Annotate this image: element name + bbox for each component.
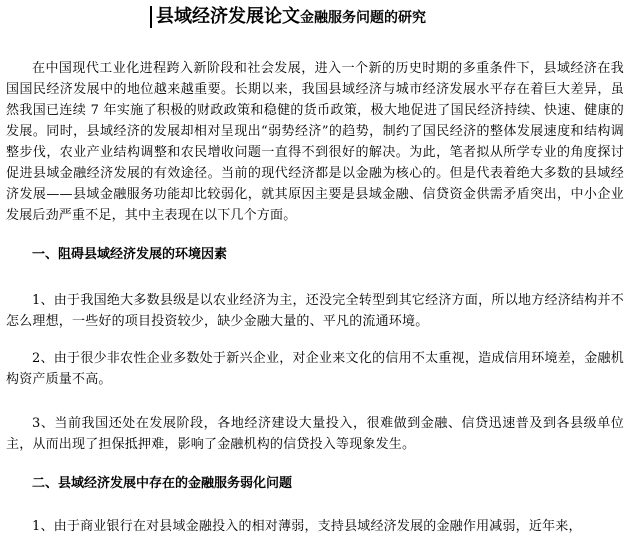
section1-heading: 一、阻碍县域经济发展的环境因素 <box>32 247 228 262</box>
text-cursor <box>150 6 152 28</box>
section2-heading: 二、县域经济发展中存在的金融服务弱化问题 <box>32 476 293 491</box>
section2-paragraph-1: 1、由于商业银行在对县域金融投入的相对薄弱，支持县域经济发展的金融作用减弱，近年来， <box>32 519 582 534</box>
section1-paragraph-3: 3、当前我国还处在发展阶段，各地经济建设大量投入，很难做到金融、信贷迅速普及到各县级单位主，从而出现了担保抵押难，影响了金融机构的信贷投入等现象发生。 <box>6 416 624 452</box>
section1-paragraph-1: 1、由于我国绝大多数县级是以农业经济为主，还没完全转型到其它经济方面，所以地方经济结构并不怎么理想，一些好的项目投资较少，缺少金融大量的、平凡的流通环境。 <box>6 293 624 329</box>
document-title <box>150 6 426 29</box>
section1-paragraph-2: 2、由于很少非农性企业多数处于新兴企业，对企业来文化的信用不太重视，造成信用环境差，金融机构资产质量不高。 <box>6 351 624 387</box>
title-sub: 金融服务问题的研究 <box>300 10 426 26</box>
intro-paragraph: 在中国现代工业化进程跨入新阶段和社会发展，进入一个新的历史时期的多重条件下，县域经济在我国国民经济发展中的地位越来越重要。长期以来，我国县域经济与城市经济发展水平存在着巨大差异，虽然我国已连续 7 年实施了积极的财政政策和稳健的货币政策，极大地促进了国民经济持续、快速、健康的发展。同时，县域经济的发展却相对呈现出“弱势经济”的趋势，制约了国民经济的整体发展速度和结构调整步伐，农业产业结构调整和农民增收问题一直得不到很好的解决。为此，笔者拟从所学专业的角度探讨促进县域金融经济发展的有效途径。当前的现代经济都是以金融为核心的。但是代表着绝大多数的县域经济发展——县域金融服务功能却比较弱化，就其原因主要是县域金融、信贷资金供需矛盾突出，中小企业发展后劲严重不足，其中主表现在以下几个方面。 <box>6 61 624 223</box>
title-main: 县域经济发展论文 <box>156 6 300 27</box>
